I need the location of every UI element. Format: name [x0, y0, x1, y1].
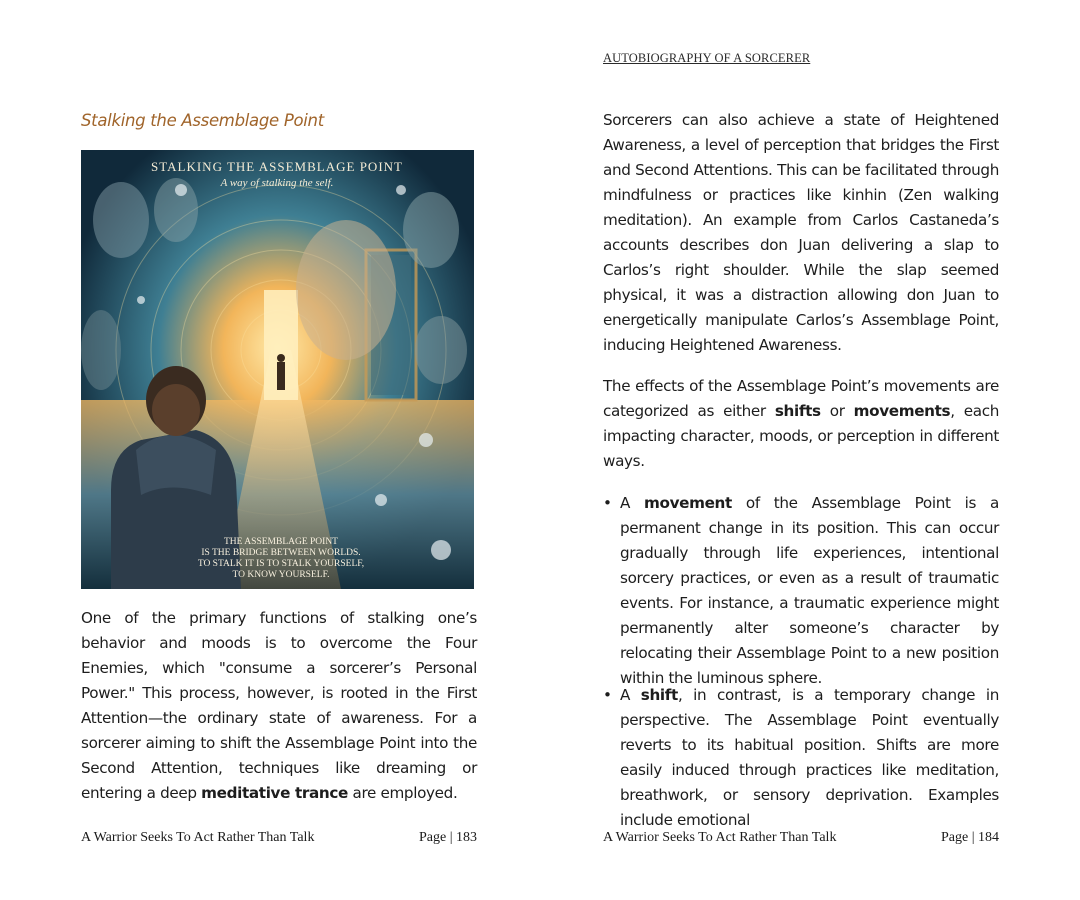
figure-title: STALKING THE ASSEMBLAGE POINT — [151, 159, 403, 174]
right-paragraph-2-text-2: or — [820, 402, 854, 420]
figure-caption-line-1: THE ASSEMBLAGE POINT — [223, 537, 339, 547]
bullet-2-text: , in contrast, is a temporary change in perspective. The Assemblage Point eventually reverts to its habitual position. Shifts are more easily induced through practices like meditation, breathwork, or sensory deprivation. Examples include emotional — [620, 686, 999, 829]
section-title: Stalking the Assemblage Point — [81, 111, 324, 130]
right-page — [540, 0, 1080, 900]
right-paragraph-2-text-3: , each impacting character, moods, or perception in different ways. — [603, 402, 999, 470]
left-paragraph-text-1: One of the primary functions of stalking one’s behavior and moods is to overcome the Four Enemies, which "consume a sorcerer’s Personal Power." This process, however, is rooted in the First Attention—the ordinary state of awareness. For a sorcerer aiming to shift the Assemblage Point into the Second Attention, techniques like dreaming or entering a deep — [81, 609, 477, 802]
figure-caption-line-4: TO KNOW YOURSELF. — [232, 570, 330, 580]
bullet-item-movement — [603, 491, 999, 691]
bullet-2-lead: A — [620, 686, 641, 704]
left-footer-title: A Warrior Seeks To Act Rather Than Talk — [81, 830, 315, 845]
left-body-paragraph — [81, 606, 477, 806]
bullet-1-bold: movement — [644, 494, 732, 512]
bullet-marker: • — [603, 686, 612, 704]
bullet-marker: • — [603, 494, 612, 512]
figure-caption-line-2: IS THE BRIDGE BETWEEN WORLDS. — [201, 548, 361, 558]
left-footer-page-number: Page | 183 — [419, 830, 478, 845]
right-footer-title: A Warrior Seeks To Act Rather Than Talk — [603, 830, 837, 845]
illustration-art — [81, 150, 474, 589]
running-head: AUTOBIOGRAPHY OF A SORCERER — [603, 51, 811, 65]
bullet-1-text: of the Assemblage Point is a permanent change in its position. This can occur gradually through life experiences, intentional sorcery practices, or even as a result of traumatic events. For instance, a traumatic experience might permanently alter someone’s character by relocating their Assemblage Point to a new position within the luminous sphere. — [620, 494, 999, 687]
right-paragraph-1: Sorcerers can also achieve a state of Heightened Awareness, a level of perception that bridges the First and Second Attentions. This can be facilitated through mindfulness or practices like kinhin (Zen walking meditation). An example from Carlos Castaneda’s accounts describes don Juan delivering a slap to Carlos’s right shoulder. While the slap seemed physical, it was a distraction allowing don Juan to energetically manipulate Carlos’s Assemblage Point, inducing Heightened Awareness. — [603, 111, 999, 354]
left-paragraph-text-2: are employed. — [348, 784, 458, 802]
bullet-item-shift — [603, 683, 999, 833]
left-paragraph-bold: meditative trance — [201, 784, 349, 802]
right-paragraph-2-bold-movements: movements — [853, 402, 951, 420]
right-paragraph-2 — [603, 374, 999, 474]
bullet-list-shift — [603, 683, 999, 833]
bullet-list-movement — [603, 491, 999, 691]
figure-caption-line-3: TO STALK IT IS TO STALK YOURSELF, — [197, 559, 365, 569]
right-paragraph-2-text-1: The effects of the Assemblage Point’s movements are categorized as either — [603, 377, 999, 420]
right-paragraph-2-bold-shifts: shifts — [774, 402, 821, 420]
figure-subtitle: A way of stalking the self. — [220, 177, 334, 189]
figure-illustration — [81, 150, 474, 589]
bullet-1-lead: A — [620, 494, 645, 512]
bullet-2-bold: shift — [640, 686, 678, 704]
right-footer-page-number: Page | 184 — [941, 830, 1000, 845]
